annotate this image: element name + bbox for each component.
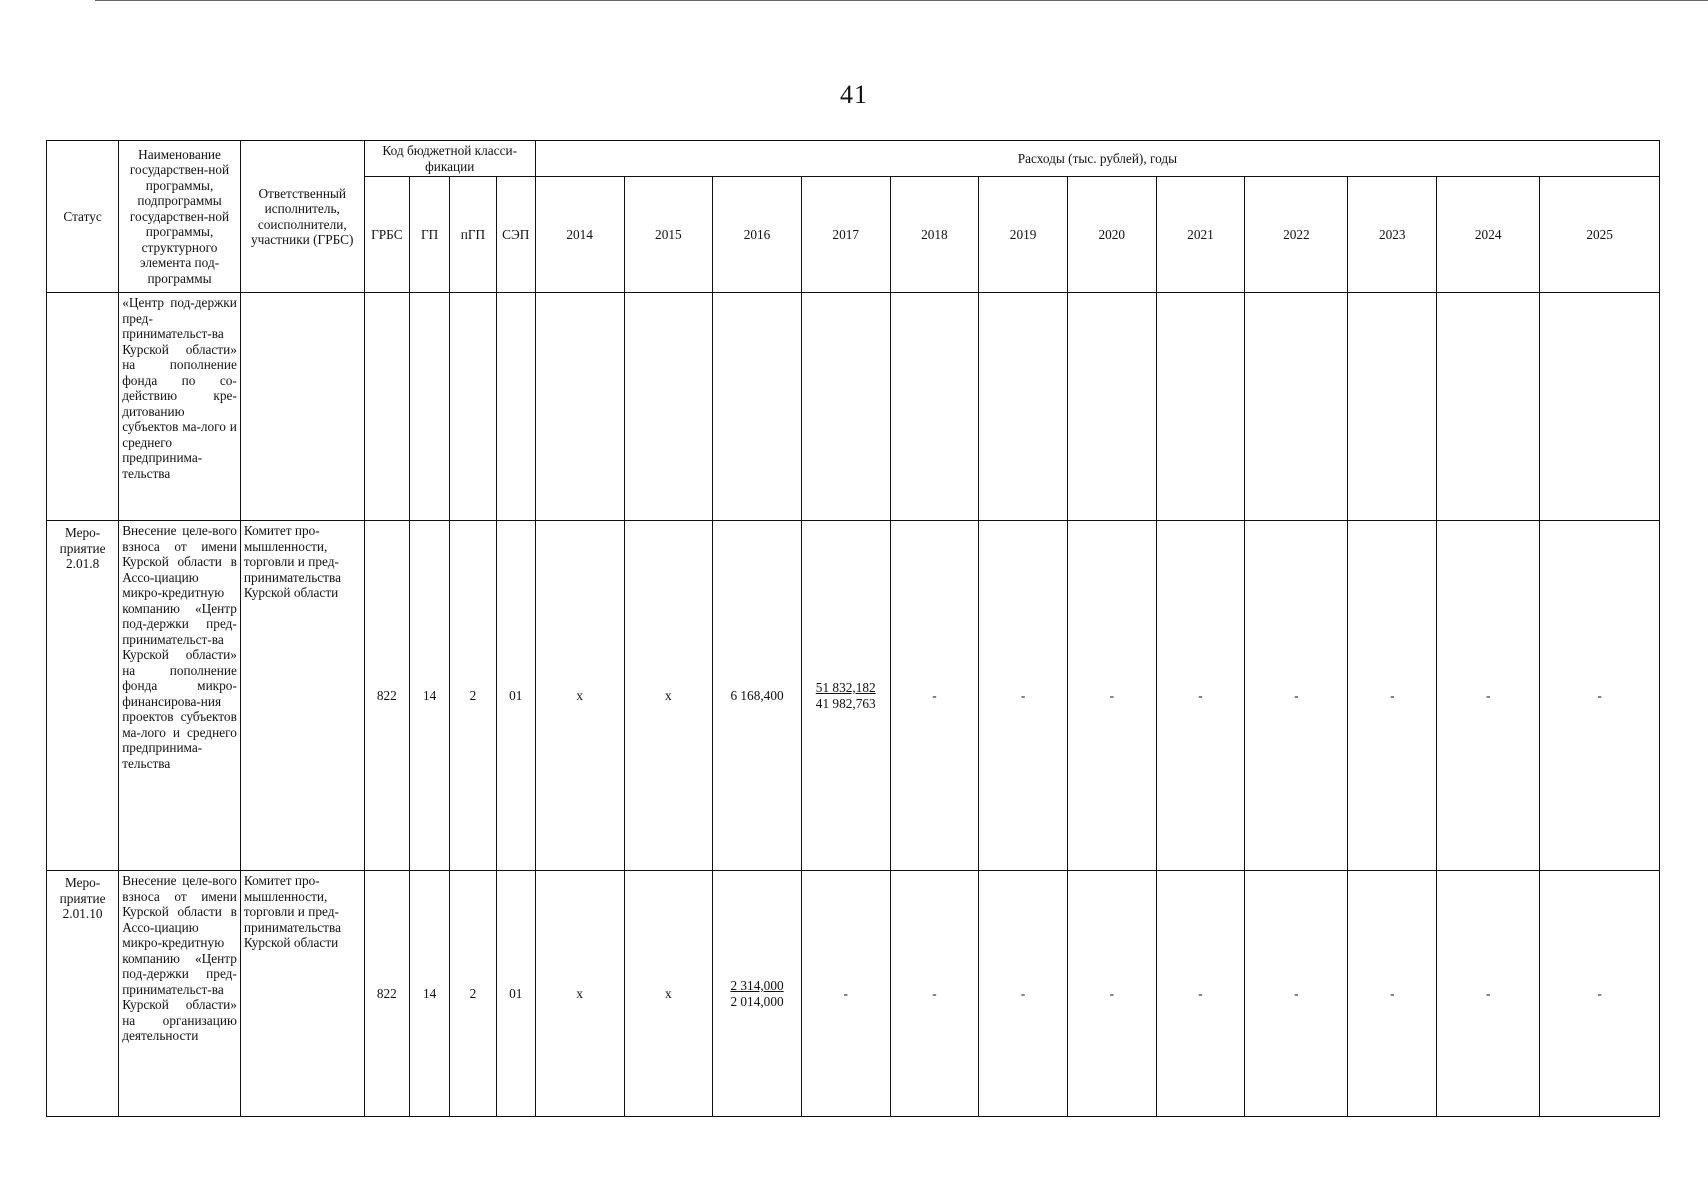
header-year: 2016	[713, 177, 802, 293]
header-budget-code: Код бюджетной класси-фикации	[364, 141, 535, 177]
header-responsible: Ответственный исполнитель, соисполнители, участники (ГРБС)	[240, 141, 364, 293]
table-row	[47, 521, 1660, 871]
cell-value-fraction	[801, 521, 890, 871]
cell-value: -	[1067, 871, 1156, 1117]
cell-value-fraction	[713, 871, 802, 1117]
cell-value: -	[1437, 521, 1540, 871]
value-planned: 51 832,182	[815, 680, 876, 695]
header-year: 2019	[979, 177, 1068, 293]
cell-value: -	[890, 521, 979, 871]
header-status: Статус	[47, 141, 119, 293]
cell-value: x	[535, 521, 624, 871]
header-gp: ГП	[410, 177, 450, 293]
cell-pgp: 2	[450, 521, 496, 871]
header-sep: СЭП	[496, 177, 535, 293]
cell-value	[1540, 293, 1660, 521]
scan-edge-line	[95, 0, 1708, 1]
value-actual: 41 982,763	[815, 695, 876, 711]
row-responsible: Комитет про-мышленности, торговли и пред-принимательства Курской области	[240, 871, 364, 1117]
cell-value: -	[1245, 871, 1348, 1117]
cell-value: x	[624, 871, 713, 1117]
budget-table	[46, 140, 1660, 1117]
row-responsible	[240, 293, 364, 521]
row-status: Меро-приятие 2.01.8	[47, 521, 119, 871]
header-year: 2018	[890, 177, 979, 293]
header-year: 2021	[1156, 177, 1245, 293]
value-planned: 2 314,000	[730, 978, 784, 993]
cell-gp: 14	[410, 521, 450, 871]
cell-value	[1067, 293, 1156, 521]
cell-value: x	[624, 521, 713, 871]
header-year: 2025	[1540, 177, 1660, 293]
cell-value	[713, 293, 802, 521]
page-number: 41	[840, 80, 868, 109]
header-year: 2020	[1067, 177, 1156, 293]
cell-value: x	[535, 871, 624, 1117]
header-grbs: ГРБС	[364, 177, 409, 293]
cell-value: -	[979, 871, 1068, 1117]
row-name: Внесение целе-вого взноса от имени Курской области в Ассо-циацию микро-кредитную компанию «Центр под-держки пред-принимательст-ва Курской области» на пополнение фонда микро-финансирова-ния проектов субъектов ма-лого и среднего предпринима-тельства	[119, 521, 241, 871]
row-responsible: Комитет про-мышленности, торговли и пред-принимательства Курской области	[240, 521, 364, 871]
cell-value	[801, 293, 890, 521]
cell-pgp: 2	[450, 871, 496, 1117]
cell-value	[624, 293, 713, 521]
cell-value: -	[1245, 521, 1348, 871]
cell-sep	[496, 293, 535, 521]
cell-sep: 01	[496, 521, 535, 871]
cell-value: 6 168,400	[713, 521, 802, 871]
header-expenses: Расходы (тыс. рублей), годы	[535, 141, 1659, 177]
cell-value: -	[1540, 521, 1660, 871]
row-name: «Центр под-держки пред-принимательст-ва Курской области» на пополнение фонда по со-действию кре-дитованию субъектов ма-лого и среднего предпринима-тельства	[119, 293, 241, 521]
cell-grbs: 822	[364, 871, 409, 1117]
cell-value: -	[1540, 871, 1660, 1117]
header-year: 2017	[801, 177, 890, 293]
cell-value	[1156, 293, 1245, 521]
header-pgp: пГП	[450, 177, 496, 293]
cell-gp: 14	[410, 871, 450, 1117]
header-year: 2022	[1245, 177, 1348, 293]
row-status: Меро-приятие 2.01.10	[47, 871, 119, 1117]
header-name: Наименование государствен-ной программы, подпрограммы государствен-ной программы, структурного элемента под-программы	[119, 141, 241, 293]
cell-value: -	[1348, 871, 1437, 1117]
header-year: 2024	[1437, 177, 1540, 293]
cell-grbs: 822	[364, 521, 409, 871]
header-year: 2023	[1348, 177, 1437, 293]
table-row	[47, 293, 1660, 521]
row-name: Внесение целе-вого взноса от имени Курской области в Ассо-циацию микро-кредитную компанию «Центр под-держки пред-принимательст-ва Курской области» на организацию деятельности	[119, 871, 241, 1117]
cell-value: -	[1156, 521, 1245, 871]
cell-value: -	[1437, 871, 1540, 1117]
cell-value	[535, 293, 624, 521]
cell-value: -	[801, 871, 890, 1117]
cell-value: -	[979, 521, 1068, 871]
cell-pgp	[450, 293, 496, 521]
value-actual: 2 014,000	[730, 993, 784, 1009]
row-status	[47, 293, 119, 521]
cell-grbs	[364, 293, 409, 521]
header-year: 2014	[535, 177, 624, 293]
cell-value: -	[890, 871, 979, 1117]
cell-value	[1245, 293, 1348, 521]
cell-value	[1437, 293, 1540, 521]
table-row	[47, 871, 1660, 1117]
header-year: 2015	[624, 177, 713, 293]
cell-value	[1348, 293, 1437, 521]
cell-value	[979, 293, 1068, 521]
cell-value: -	[1156, 871, 1245, 1117]
cell-value	[890, 293, 979, 521]
cell-value: -	[1348, 521, 1437, 871]
cell-gp	[410, 293, 450, 521]
cell-value: -	[1067, 521, 1156, 871]
cell-sep: 01	[496, 871, 535, 1117]
